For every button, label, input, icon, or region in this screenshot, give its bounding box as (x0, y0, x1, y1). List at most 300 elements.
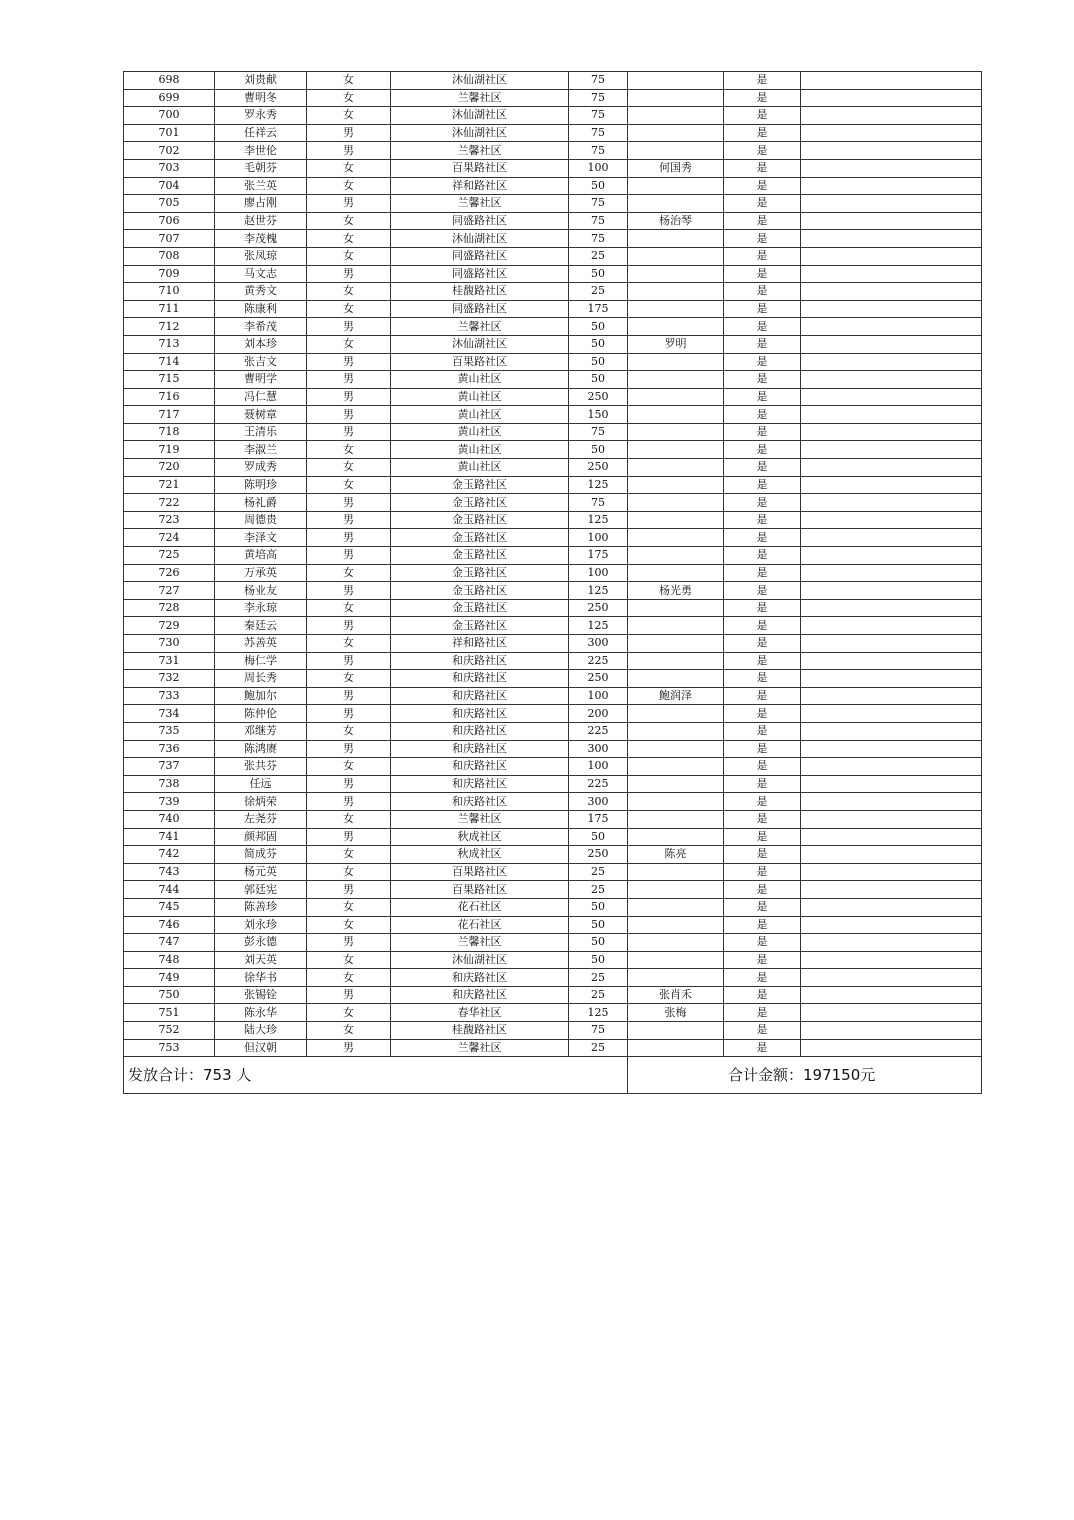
amount-cell: 250 (569, 599, 628, 617)
total-people: 发放合计：753 人 (124, 1057, 628, 1094)
amount-cell: 50 (569, 265, 628, 283)
community-cell: 秋成社区 (391, 828, 569, 846)
table-row (124, 423, 982, 441)
remark-cell (801, 687, 982, 705)
seq-cell: 716 (124, 388, 215, 406)
amount-cell: 75 (569, 423, 628, 441)
community-cell: 百果路社区 (391, 881, 569, 899)
seq-cell: 732 (124, 670, 215, 688)
agent-cell (628, 722, 724, 740)
community-cell: 沐仙湖社区 (391, 107, 569, 125)
seq-cell: 720 (124, 459, 215, 477)
table-row (124, 124, 982, 142)
agent-cell (628, 107, 724, 125)
seq-cell: 737 (124, 758, 215, 776)
remark-cell (801, 898, 982, 916)
community-cell: 黄山社区 (391, 423, 569, 441)
gender-cell: 女 (307, 159, 391, 177)
amount-cell: 100 (569, 159, 628, 177)
remark-cell (801, 72, 982, 90)
confirmed-cell: 是 (724, 863, 801, 881)
gender-cell: 男 (307, 511, 391, 529)
gender-cell: 男 (307, 124, 391, 142)
community-cell: 金玉路社区 (391, 494, 569, 512)
amount-cell: 300 (569, 635, 628, 653)
amount-cell: 50 (569, 318, 628, 336)
remark-cell (801, 547, 982, 565)
table-row (124, 705, 982, 723)
community-cell: 同盛路社区 (391, 247, 569, 265)
agent-cell (628, 371, 724, 389)
confirmed-cell: 是 (724, 89, 801, 107)
table-row (124, 511, 982, 529)
agent-cell (628, 318, 724, 336)
seq-cell: 717 (124, 406, 215, 424)
confirmed-cell: 是 (724, 881, 801, 899)
seq-cell: 731 (124, 652, 215, 670)
amount-cell: 125 (569, 476, 628, 494)
confirmed-cell: 是 (724, 810, 801, 828)
community-cell: 沐仙湖社区 (391, 230, 569, 248)
community-cell: 同盛路社区 (391, 212, 569, 230)
agent-cell (628, 793, 724, 811)
table-row (124, 898, 982, 916)
amount-cell: 50 (569, 441, 628, 459)
community-cell: 和庆路社区 (391, 652, 569, 670)
table-row (124, 1022, 982, 1040)
community-cell: 黄山社区 (391, 406, 569, 424)
gender-cell: 男 (307, 547, 391, 565)
seq-cell: 738 (124, 775, 215, 793)
table-row (124, 142, 982, 160)
community-cell: 兰馨社区 (391, 89, 569, 107)
name-cell: 徐华书 (215, 969, 307, 987)
amount-cell: 175 (569, 810, 628, 828)
name-cell: 颜邦固 (215, 828, 307, 846)
remark-cell (801, 881, 982, 899)
table-row (124, 582, 982, 600)
name-cell: 陈永华 (215, 1004, 307, 1022)
name-cell: 万承英 (215, 564, 307, 582)
community-cell: 和庆路社区 (391, 793, 569, 811)
remark-cell (801, 283, 982, 301)
confirmed-cell: 是 (724, 969, 801, 987)
amount-cell: 75 (569, 212, 628, 230)
community-cell: 春华社区 (391, 1004, 569, 1022)
seq-cell: 726 (124, 564, 215, 582)
seq-cell: 719 (124, 441, 215, 459)
amount-cell: 250 (569, 459, 628, 477)
confirmed-cell: 是 (724, 599, 801, 617)
seq-cell: 712 (124, 318, 215, 336)
amount-cell: 225 (569, 775, 628, 793)
name-cell: 苏善英 (215, 635, 307, 653)
agent-cell: 罗明 (628, 335, 724, 353)
agent-cell (628, 441, 724, 459)
table-row (124, 476, 982, 494)
table-row (124, 775, 982, 793)
agent-cell (628, 388, 724, 406)
seq-cell: 698 (124, 72, 215, 90)
remark-cell (801, 635, 982, 653)
table-row (124, 441, 982, 459)
agent-cell (628, 810, 724, 828)
amount-cell: 250 (569, 846, 628, 864)
agent-cell (628, 353, 724, 371)
table-row (124, 687, 982, 705)
agent-cell (628, 511, 724, 529)
confirmed-cell: 是 (724, 335, 801, 353)
amount-cell: 100 (569, 758, 628, 776)
gender-cell: 男 (307, 265, 391, 283)
seq-cell: 735 (124, 722, 215, 740)
name-cell: 梅仁学 (215, 652, 307, 670)
gender-cell: 男 (307, 934, 391, 952)
table-row (124, 846, 982, 864)
remark-cell (801, 758, 982, 776)
name-cell: 刘天英 (215, 951, 307, 969)
agent-cell (628, 740, 724, 758)
seq-cell: 742 (124, 846, 215, 864)
agent-cell (628, 177, 724, 195)
gender-cell: 女 (307, 230, 391, 248)
remark-cell (801, 476, 982, 494)
seq-cell: 706 (124, 212, 215, 230)
name-cell: 杨业友 (215, 582, 307, 600)
amount-cell: 200 (569, 705, 628, 723)
seq-cell: 749 (124, 969, 215, 987)
agent-cell (628, 758, 724, 776)
community-cell: 兰馨社区 (391, 142, 569, 160)
confirmed-cell: 是 (724, 1039, 801, 1057)
remark-cell (801, 828, 982, 846)
seq-cell: 751 (124, 1004, 215, 1022)
agent-cell (628, 775, 724, 793)
name-cell: 李永琼 (215, 599, 307, 617)
amount-cell: 50 (569, 951, 628, 969)
amount-cell: 50 (569, 335, 628, 353)
table-row (124, 617, 982, 635)
remark-cell (801, 529, 982, 547)
seq-cell: 727 (124, 582, 215, 600)
gender-cell: 男 (307, 371, 391, 389)
confirmed-cell: 是 (724, 529, 801, 547)
agent-cell: 张肖禾 (628, 986, 724, 1004)
gender-cell: 男 (307, 617, 391, 635)
community-cell: 和庆路社区 (391, 969, 569, 987)
gender-cell: 女 (307, 300, 391, 318)
table-row (124, 300, 982, 318)
table-row (124, 951, 982, 969)
remark-cell (801, 247, 982, 265)
gender-cell: 女 (307, 916, 391, 934)
agent-cell (628, 247, 724, 265)
name-cell: 陈仲伦 (215, 705, 307, 723)
gender-cell: 女 (307, 846, 391, 864)
table-row (124, 72, 982, 90)
gender-cell: 男 (307, 652, 391, 670)
table-row (124, 177, 982, 195)
amount-cell: 75 (569, 124, 628, 142)
agent-cell (628, 916, 724, 934)
table-row (124, 406, 982, 424)
name-cell: 但汉朝 (215, 1039, 307, 1057)
name-cell: 秦廷云 (215, 617, 307, 635)
remark-cell (801, 670, 982, 688)
community-cell: 金玉路社区 (391, 564, 569, 582)
remark-cell (801, 494, 982, 512)
agent-cell (628, 934, 724, 952)
name-cell: 刘永珍 (215, 916, 307, 934)
community-cell: 和庆路社区 (391, 986, 569, 1004)
name-cell: 邓继芳 (215, 722, 307, 740)
community-cell: 金玉路社区 (391, 617, 569, 635)
confirmed-cell: 是 (724, 353, 801, 371)
seq-cell: 745 (124, 898, 215, 916)
gender-cell: 女 (307, 72, 391, 90)
amount-cell: 25 (569, 986, 628, 1004)
confirmed-cell: 是 (724, 775, 801, 793)
agent-cell (628, 476, 724, 494)
agent-cell (628, 300, 724, 318)
remark-cell (801, 406, 982, 424)
remark-cell (801, 934, 982, 952)
amount-cell: 50 (569, 934, 628, 952)
seq-cell: 739 (124, 793, 215, 811)
confirmed-cell: 是 (724, 916, 801, 934)
remark-cell (801, 582, 982, 600)
gender-cell: 男 (307, 195, 391, 213)
agent-cell (628, 89, 724, 107)
community-cell: 同盛路社区 (391, 300, 569, 318)
gender-cell: 男 (307, 388, 391, 406)
gender-cell: 男 (307, 582, 391, 600)
amount-cell: 50 (569, 353, 628, 371)
community-cell: 和庆路社区 (391, 758, 569, 776)
confirmed-cell: 是 (724, 758, 801, 776)
name-cell: 陈明珍 (215, 476, 307, 494)
table-row (124, 934, 982, 952)
table-row (124, 793, 982, 811)
remark-cell (801, 318, 982, 336)
summary-row (124, 1057, 982, 1094)
community-cell: 百果路社区 (391, 353, 569, 371)
gender-cell: 女 (307, 599, 391, 617)
gender-cell: 男 (307, 406, 391, 424)
confirmed-cell: 是 (724, 951, 801, 969)
name-cell: 毛朝芬 (215, 159, 307, 177)
remark-cell (801, 459, 982, 477)
remark-cell (801, 740, 982, 758)
confirmed-cell: 是 (724, 459, 801, 477)
confirmed-cell: 是 (724, 230, 801, 248)
community-cell: 百果路社区 (391, 863, 569, 881)
name-cell: 张凤琼 (215, 247, 307, 265)
community-cell: 黄山社区 (391, 388, 569, 406)
amount-cell: 75 (569, 107, 628, 125)
name-cell: 聂树章 (215, 406, 307, 424)
seq-cell: 748 (124, 951, 215, 969)
name-cell: 左尧芬 (215, 810, 307, 828)
table-row (124, 969, 982, 987)
gender-cell: 女 (307, 1004, 391, 1022)
community-cell: 黄山社区 (391, 371, 569, 389)
confirmed-cell: 是 (724, 212, 801, 230)
amount-cell: 50 (569, 828, 628, 846)
amount-cell: 125 (569, 617, 628, 635)
remark-cell (801, 617, 982, 635)
confirmed-cell: 是 (724, 265, 801, 283)
amount-cell: 75 (569, 72, 628, 90)
gender-cell: 男 (307, 828, 391, 846)
amount-cell: 250 (569, 670, 628, 688)
confirmed-cell: 是 (724, 828, 801, 846)
gender-cell: 女 (307, 758, 391, 776)
remark-cell (801, 793, 982, 811)
table-row (124, 371, 982, 389)
amount-cell: 25 (569, 1039, 628, 1057)
seq-cell: 699 (124, 89, 215, 107)
agent-cell (628, 705, 724, 723)
amount-cell: 175 (569, 547, 628, 565)
table-row (124, 740, 982, 758)
remark-cell (801, 986, 982, 1004)
remark-cell (801, 810, 982, 828)
agent-cell (628, 828, 724, 846)
table-row (124, 635, 982, 653)
table-row (124, 318, 982, 336)
remark-cell (801, 1022, 982, 1040)
amount-cell: 75 (569, 142, 628, 160)
agent-cell (628, 124, 724, 142)
name-cell: 曹明学 (215, 371, 307, 389)
community-cell: 沐仙湖社区 (391, 124, 569, 142)
name-cell: 简成芬 (215, 846, 307, 864)
amount-cell: 100 (569, 529, 628, 547)
community-cell: 兰馨社区 (391, 195, 569, 213)
name-cell: 罗永秀 (215, 107, 307, 125)
name-cell: 陈鸿赓 (215, 740, 307, 758)
confirmed-cell: 是 (724, 1022, 801, 1040)
agent-cell (628, 459, 724, 477)
remark-cell (801, 300, 982, 318)
remark-cell (801, 599, 982, 617)
community-cell: 沐仙湖社区 (391, 951, 569, 969)
gender-cell: 男 (307, 142, 391, 160)
seq-cell: 723 (124, 511, 215, 529)
gender-cell: 女 (307, 335, 391, 353)
name-cell: 郭廷宪 (215, 881, 307, 899)
seq-cell: 715 (124, 371, 215, 389)
gender-cell: 男 (307, 353, 391, 371)
agent-cell (628, 195, 724, 213)
remark-cell (801, 652, 982, 670)
confirmed-cell: 是 (724, 195, 801, 213)
confirmed-cell: 是 (724, 705, 801, 723)
table-row (124, 1004, 982, 1022)
seq-cell: 744 (124, 881, 215, 899)
remark-cell (801, 265, 982, 283)
gender-cell: 女 (307, 810, 391, 828)
remark-cell (801, 564, 982, 582)
gender-cell: 男 (307, 318, 391, 336)
gender-cell: 女 (307, 89, 391, 107)
agent-cell (628, 1039, 724, 1057)
community-cell: 金玉路社区 (391, 529, 569, 547)
name-cell: 彭永德 (215, 934, 307, 952)
agent-cell (628, 72, 724, 90)
gender-cell: 女 (307, 459, 391, 477)
amount-cell: 125 (569, 1004, 628, 1022)
amount-cell: 25 (569, 969, 628, 987)
gender-cell: 男 (307, 423, 391, 441)
seq-cell: 753 (124, 1039, 215, 1057)
agent-cell (628, 898, 724, 916)
remark-cell (801, 722, 982, 740)
confirmed-cell: 是 (724, 652, 801, 670)
community-cell: 祥和路社区 (391, 177, 569, 195)
confirmed-cell: 是 (724, 846, 801, 864)
seq-cell: 743 (124, 863, 215, 881)
amount-cell: 25 (569, 247, 628, 265)
remark-cell (801, 335, 982, 353)
confirmed-cell: 是 (724, 670, 801, 688)
name-cell: 黄秀文 (215, 283, 307, 301)
table-row (124, 599, 982, 617)
community-cell: 和庆路社区 (391, 687, 569, 705)
gender-cell: 女 (307, 177, 391, 195)
name-cell: 赵世芬 (215, 212, 307, 230)
gender-cell: 女 (307, 951, 391, 969)
agent-cell (628, 652, 724, 670)
seq-cell: 736 (124, 740, 215, 758)
confirmed-cell: 是 (724, 986, 801, 1004)
table-row (124, 670, 982, 688)
remark-cell (801, 142, 982, 160)
amount-cell: 250 (569, 388, 628, 406)
gender-cell: 男 (307, 793, 391, 811)
amount-cell: 175 (569, 300, 628, 318)
seq-cell: 705 (124, 195, 215, 213)
name-cell: 张共芬 (215, 758, 307, 776)
name-cell: 陆大珍 (215, 1022, 307, 1040)
remark-cell (801, 775, 982, 793)
agent-cell (628, 670, 724, 688)
name-cell: 张锡铨 (215, 986, 307, 1004)
name-cell: 王清乐 (215, 423, 307, 441)
remark-cell (801, 705, 982, 723)
remark-cell (801, 441, 982, 459)
remark-cell (801, 353, 982, 371)
seq-cell: 752 (124, 1022, 215, 1040)
seq-cell: 703 (124, 159, 215, 177)
remark-cell (801, 1004, 982, 1022)
seq-cell: 707 (124, 230, 215, 248)
remark-cell (801, 969, 982, 987)
amount-cell: 225 (569, 652, 628, 670)
gender-cell: 女 (307, 564, 391, 582)
confirmed-cell: 是 (724, 388, 801, 406)
confirmed-cell: 是 (724, 159, 801, 177)
community-cell: 和庆路社区 (391, 775, 569, 793)
amount-cell: 50 (569, 916, 628, 934)
amount-cell: 75 (569, 89, 628, 107)
table-row (124, 986, 982, 1004)
confirmed-cell: 是 (724, 476, 801, 494)
amount-cell: 25 (569, 881, 628, 899)
seq-cell: 730 (124, 635, 215, 653)
confirmed-cell: 是 (724, 740, 801, 758)
